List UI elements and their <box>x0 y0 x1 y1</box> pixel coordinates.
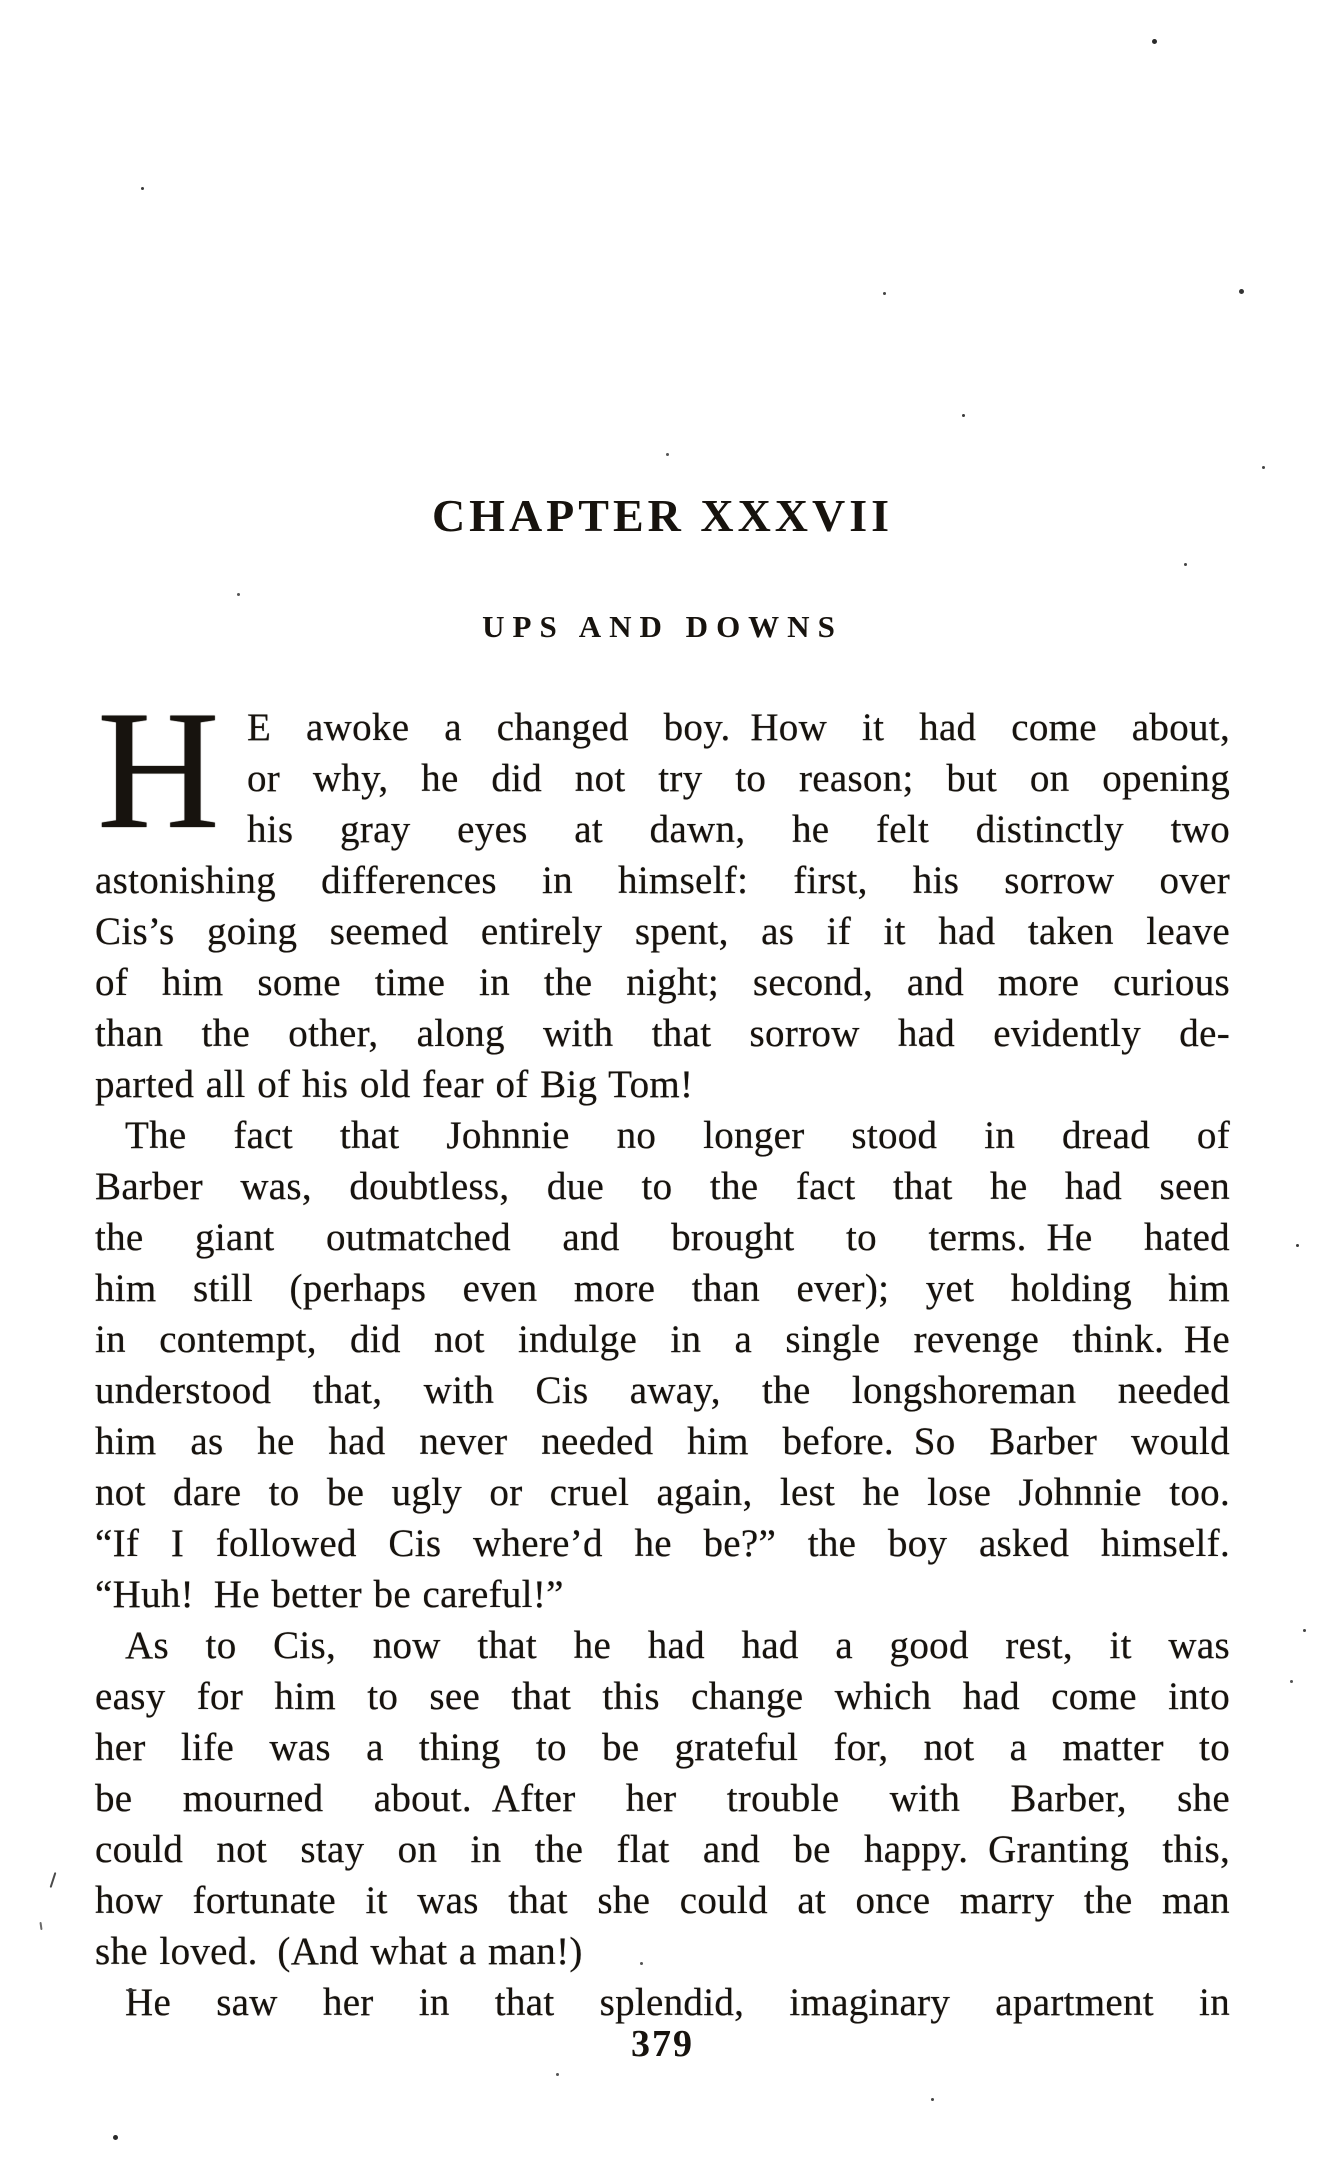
text-line: be mourned about. After her trouble with Barber, she <box>95 1777 1230 1820</box>
text-line: how fortunate it was that she could at once marry the man <box>95 1879 1230 1922</box>
scan-noise-tick <box>39 1922 42 1930</box>
chapter-subtitle: UPS AND DOWNS <box>482 609 843 644</box>
text-line: the giant outmatched and brought to terms. He hated <box>95 1216 1230 1259</box>
text-line: him still (perhaps even more than ever); yet holding him <box>95 1267 1230 1310</box>
scan-noise <box>0 0 3 3</box>
scan-noise-tick <box>50 1872 57 1888</box>
page-number: 379 <box>631 2023 694 2065</box>
text-line: easy for him to see that this change which had come into <box>95 1675 1230 1718</box>
text-line: not dare to be ugly or cruel again, lest he lose Johnnie too. <box>95 1471 1230 1514</box>
text-line: could not stay on in the flat and be happy. Granting this, <box>95 1828 1230 1871</box>
text-line: E awoke a changed boy. How it had come about, <box>247 706 1230 749</box>
text-line: understood that, with Cis away, the longshoreman needed <box>95 1369 1230 1412</box>
text-line: As to Cis, now that he had had a good rest, it was <box>125 1624 1230 1667</box>
text-line: him as he had never needed him before. So Barber would <box>95 1420 1230 1463</box>
chapter-heading: CHAPTER XXXVII <box>431 490 894 541</box>
text-line: or why, he did not try to reason; but on opening <box>247 757 1230 800</box>
text-line: “If I followed Cis where’d he be?” the boy asked himself. <box>95 1522 1230 1565</box>
text-line: she loved. (And what a man!) <box>95 1930 583 1973</box>
text-line: his gray eyes at dawn, he felt distinctly two <box>247 808 1230 851</box>
text-line: “Huh! He better be careful!” <box>95 1573 564 1616</box>
text-line: than the other, along with that sorrow had evidently de- <box>95 1012 1230 1055</box>
text-line: of him some time in the night; second, and more curious <box>95 961 1230 1004</box>
text-line: Cis’s going seemed entirely spent, as if it had taken leave <box>95 910 1230 953</box>
drop-cap: H <box>97 676 221 864</box>
body-text <box>95 676 1230 2028</box>
text-line: astonishing differences in himself: first, his sorrow over <box>95 859 1230 902</box>
text-line: in contempt, did not indulge in a single revenge think. He <box>95 1318 1230 1361</box>
text-line: parted all of his old fear of Big Tom! <box>95 1063 694 1106</box>
text-line: her life was a thing to be grateful for, not a matter to <box>95 1726 1230 1769</box>
text-line: Barber was, doubtless, due to the fact that he had seen <box>95 1165 1230 1208</box>
text-line: The fact that Johnnie no longer stood in dread of <box>125 1114 1230 1157</box>
text-line: He saw her in that splendid, imaginary apartment in <box>125 1981 1230 2024</box>
